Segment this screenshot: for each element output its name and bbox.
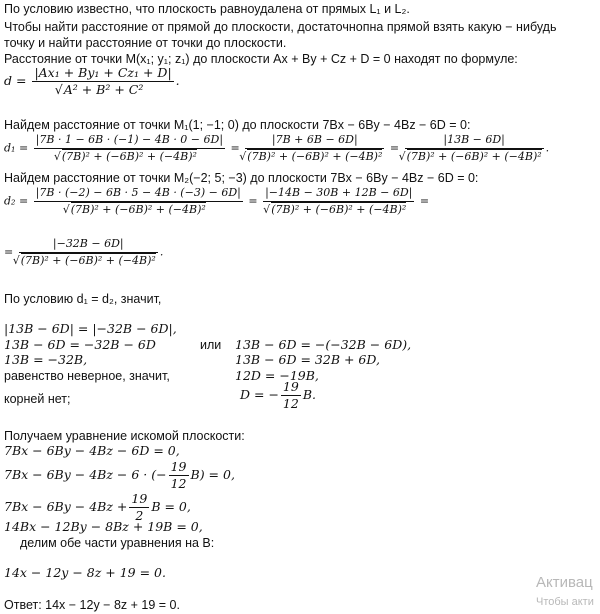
d1-eq-2: = [389,141,400,155]
plane-eq-2-post: B) = 0, [190,467,235,482]
d2-lead: = [4,245,14,259]
d2-tail: . [159,245,164,259]
plane-eq-2-fraction [169,460,189,491]
solve-left-1: |13B − 6D| = |−32B − 6D|, [4,321,177,336]
d2-fraction-3 [19,237,158,268]
solve-right-1: 13B − 6D = −(−32B − 6D), [235,337,412,352]
plane-eq-3-pre: 7Bx − 6By − 4Bz + [4,499,128,514]
d2-den-3: √ (7B)² + (−6B)² + (−4B)² [21,253,156,267]
d1-num-2: |7B + 6B − 6D| [245,133,384,149]
intro-line-4: Расстояние от точки M(x₁; y₁; z₁) до плоскости Ax + By + Cz + D = 0 находят по формуле: [4,52,518,66]
d1-num-3: |13B − 6D| [405,133,544,149]
part1-heading: Найдем расстояние от точки M₁(1; −1; 0) до плоскости 7Bx − 6By − 4Bz − 6D = 0: [4,118,471,132]
formula-tail: . [175,73,180,88]
d2-eq-2: = [419,194,430,208]
solve-left-3: 13B = −32B, [4,352,88,367]
solve-right-2: 13B − 6D = 32B + 6D, [235,352,380,367]
formula-lhs: d = [4,73,27,88]
d2-num-3: |−32B − 6D| [19,237,158,253]
plane-eq-2-den: 12 [170,476,187,491]
plane-eq-2-pre: 7Bx − 6By − 4Bz − 6 · (− [4,467,167,482]
part2-continuation [4,237,163,268]
solve-left-4: равенство неверное, значит, [4,369,170,383]
d-result-lhs: D = − [240,387,279,402]
d2-num-1: |7B · (−2) − 6B · 5 − 4B · (−3) − 6D| [34,186,243,202]
d2-eq-1: = [248,194,258,208]
d1-den-2: √ (7B)² + (−6B)² + (−4B)² [247,149,382,163]
distance-formula [4,66,180,97]
watermark-subtitle: Чтобы акти [536,596,594,608]
part2-heading: Найдем расстояние от точки M₂(−2; 5; −3) до плоскости 7Bx − 6By − 4Bz − 6D = 0: [4,171,479,185]
part1-computation [4,133,549,164]
solve-left-5: корней нет; [4,392,71,406]
plane-eq-2 [4,460,235,491]
d2-num-2: |−14B − 30B + 12B − 6D| [263,186,414,202]
plane-eq-2-num: 19 [170,459,187,474]
formula-numerator: |Ax₁ + By₁ + Cz₁ + D| [34,65,172,80]
d1-den-1: √ (7B)² + (−6B)² + (−4B)² [62,149,197,163]
formula-denominator: √ A² + B² + C² [63,81,144,97]
result-equation: 14x − 12y − 8z + 19 = 0. [4,565,166,580]
d2-den-2: √ (7B)² + (−6B)² + (−4B)² [271,202,406,216]
part2-computation [4,186,429,217]
d1-num-1: |7B · 1 − 6B · (−1) − 4B · 0 − 6D| [34,133,225,149]
watermark-title: Активац [536,574,593,591]
solve-or: или [200,338,222,352]
d-result-tail: B. [302,387,316,402]
plane-eq-3-num: 19 [131,491,148,506]
d-result-den: 12 [282,396,299,411]
formula-fraction [32,66,173,97]
plane-eq-3-post: B = 0, [151,499,191,514]
answer-line: Ответ: 14x − 12y − 8z + 19 = 0. [4,598,180,612]
d1-tail: . [545,141,550,155]
solve-d-result [240,380,316,411]
plane-heading: Получаем уравнение искомой плоскости: [4,429,245,443]
d2-fraction-1 [34,186,243,217]
plane-eq-4: 14Bx − 12By − 8Bz + 19B = 0, [4,519,203,534]
d-result-fraction [281,380,301,411]
d1-fraction-3 [405,133,544,164]
intro-line-1: По условию известно, что плоскость равноудалена от прямых L₁ и L₂. [4,2,410,16]
d2-fraction-2 [263,186,414,217]
intro-line-2: Чтобы найти расстояние от прямой до плоскости, достаточнопна прямой взять какую − нибудь [4,20,557,34]
d1-fraction-1 [34,133,225,164]
d1-den-3: √ (7B)² + (−6B)² + (−4B)² [407,149,542,163]
plane-eq-3-den: 2 [135,508,144,523]
d2-lhs: d₂ = [4,194,29,208]
divide-line: делим обе части уравнения на B: [20,536,215,550]
solve-left-2: 13B − 6D = −32B − 6D [4,337,156,352]
d-result-num: 19 [282,379,299,394]
d1-lhs: d₁ = [4,141,29,155]
d1-fraction-2 [245,133,384,164]
plane-eq-1: 7Bx − 6By − 4Bz − 6D = 0, [4,443,180,458]
d1-eq-1: = [230,141,240,155]
condition-line: По условию d₁ = d₂, значит, [4,292,162,306]
d2-den-1: √ (7B)² + (−6B)² + (−4B)² [71,202,206,216]
intro-line-3: точку и найти расстояние от точки до плоскости. [4,36,287,50]
solve-right-3: 12D = −19B, [235,368,319,383]
